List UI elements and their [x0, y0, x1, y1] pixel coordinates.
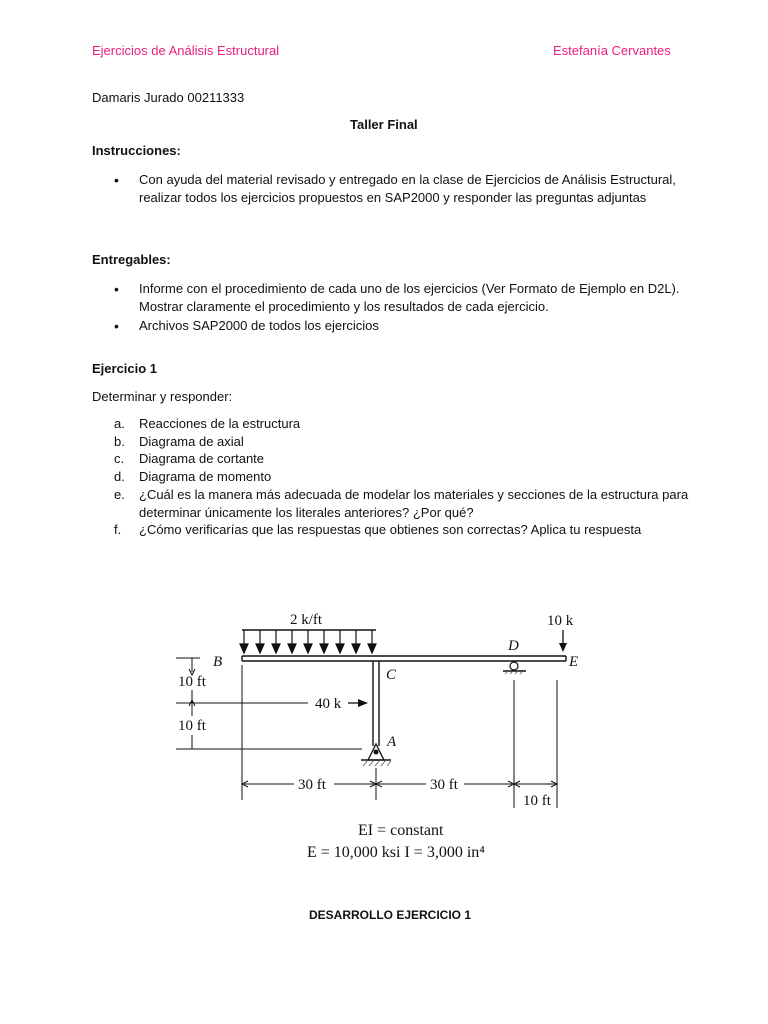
- distributed-load: [240, 630, 376, 653]
- question-marker: f.: [114, 522, 122, 538]
- column-ca: [373, 661, 379, 746]
- question-item: [92, 433, 692, 451]
- point-load-top-label: 10 k: [547, 613, 574, 629]
- question-item: [92, 468, 692, 486]
- dim-v2-label: 10 ft: [178, 718, 206, 734]
- deliverables-item: • Informe con el procedimiento de cada uno de los ejercicios (Ver Formato de Ejemplo en D2L). Mostrar claramente el procedimiento y los resultados de cada ejercicio.: [92, 280, 682, 316]
- question-marker: b.: [114, 433, 125, 449]
- dim-v1-label: 10 ft: [178, 674, 206, 690]
- node-d-label: D: [508, 638, 519, 654]
- deliverables-list: [92, 280, 682, 336]
- question-item: [92, 486, 692, 521]
- question-marker: d.: [114, 469, 125, 485]
- question-marker: c.: [114, 451, 125, 467]
- distributed-load-label: 2 k/ft: [290, 612, 323, 628]
- deliverables-heading: Entregables:: [92, 252, 171, 267]
- node-c-label: C: [386, 667, 397, 683]
- question-item: [92, 521, 692, 539]
- note-properties: E = 10,000 ksi I = 3,000 in⁴: [307, 844, 485, 861]
- dim-h2-label: 30 ft: [430, 777, 458, 793]
- question-text: Diagrama de momento: [139, 469, 272, 485]
- point-load-e: [559, 630, 567, 652]
- exercise-prompt: Determinar y responder:: [92, 389, 233, 404]
- question-marker: a.: [114, 416, 125, 431]
- question-text: Diagrama de cortante: [139, 451, 265, 467]
- question-marker: e.: [114, 486, 125, 502]
- question-text: Reacciones de la estructura: [139, 416, 301, 431]
- structure-diagram: [0, 590, 768, 880]
- node-e-label: E: [569, 654, 579, 670]
- header-left: Ejercicios de Análisis Estructural: [92, 43, 280, 58]
- roller-support-d: [503, 662, 526, 674]
- lateral-load-label: 40 k: [315, 696, 342, 712]
- beam-be: [242, 656, 566, 661]
- question-text: ¿Cuál es la manera más adecuada de modelar los materiales y secciones de la estructura para determinar únicamente los literales anteriores? ¿Por qué?: [139, 486, 689, 520]
- note-ei: EI = constant: [358, 822, 444, 839]
- student-line: Damaris Jurado 00211333: [92, 90, 245, 105]
- instructions-item: • Con ayuda del material revisado y entregado en la clase de Ejercicios de Análisis Estructural, realizar todos los ejercicios propuestos en SAP2000 y responder las preguntas adjuntas: [92, 171, 682, 207]
- exercise-questions: [92, 415, 692, 539]
- header-right: Estefanía Cervantes: [553, 43, 671, 58]
- question-text: ¿Cómo verificarías que las respuestas que obtienes son correctas? Aplica tu respuesta: [139, 522, 642, 538]
- lateral-load-arrow: [348, 699, 368, 707]
- exercise-heading: Ejercicio 1: [92, 361, 158, 376]
- deliverables-item: • Archivos SAP2000 de todos los ejercicios: [92, 317, 682, 335]
- document-title: Taller Final: [350, 117, 418, 132]
- node-b-label: B: [213, 654, 223, 670]
- dim-h3-label: 10 ft: [523, 793, 551, 809]
- question-item: [92, 450, 692, 468]
- development-heading: DESARROLLO EJERCICIO 1: [309, 908, 472, 922]
- question-text: Diagrama de axial: [139, 433, 244, 449]
- instructions-list: [92, 171, 682, 208]
- dim-h1-label: 30 ft: [298, 777, 326, 793]
- question-item: [92, 415, 692, 433]
- horizontal-dimensions: [242, 665, 557, 808]
- node-a-label: A: [387, 734, 397, 750]
- instructions-heading: Instrucciones:: [92, 143, 181, 158]
